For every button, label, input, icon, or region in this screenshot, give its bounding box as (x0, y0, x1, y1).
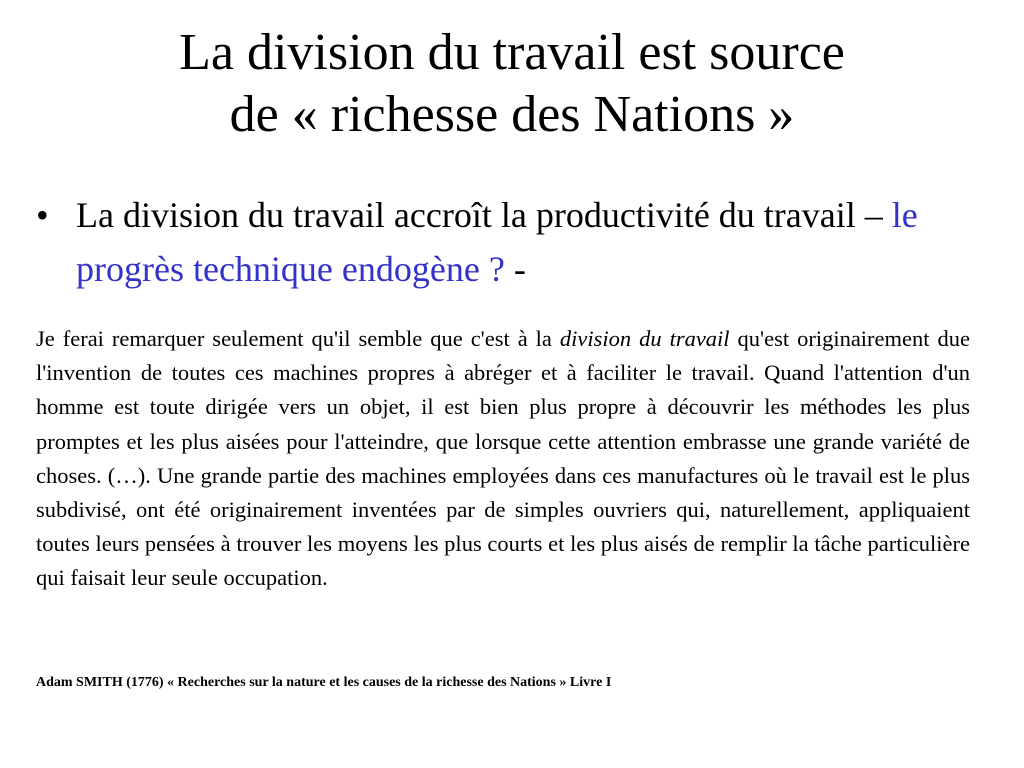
bullet-marker-icon: • (36, 195, 49, 235)
bullet-text-part-2: - (504, 249, 526, 289)
quote-text-before-italic: Je ferai remarquer seulement qu'il semble que c'est à la (36, 326, 560, 351)
bullet-point (36, 188, 986, 296)
slide-title-line-1: La division du travail est source (179, 24, 845, 81)
quote-source: Adam SMITH (1776) « Recherches sur la nature et les causes de la richesse des Nations » Livre I (36, 675, 612, 690)
slide-title (40, 22, 984, 146)
bullet-text (76, 188, 986, 296)
quote-paragraph (36, 322, 970, 596)
bullet-text-part-1: La division du travail accroît la productivité du travail – (76, 195, 892, 235)
bullet-highlight: le progrès technique endogène ? (76, 195, 918, 289)
quote-italic-term: division du travail (559, 326, 730, 351)
quote-text-after-italic: qu'est originairement due l'invention de toutes ces machines propres à abréger et à faciliter le travail. Quand l'attention d'un homme est toute dirigée vers un objet, il est bien plus propre à découvrir les méthodes les plus promptes et les plus aisées pour l'atteindre, que lorsque cette attention embrasse une grande variété de choses. (…). Une grande partie des machines employées dans ces manufactures où le travail est le plus subdivisé, ont été originairement inventées par de simples ouvriers qui, naturellement, appliquaient toutes leurs pensées à trouver les moyens les plus courts et les plus aisés de remplir la tâche particulière qui faisait leur seule occupation. (36, 326, 970, 591)
slide-title-line-2: de « richesse des Nations » (229, 86, 795, 143)
